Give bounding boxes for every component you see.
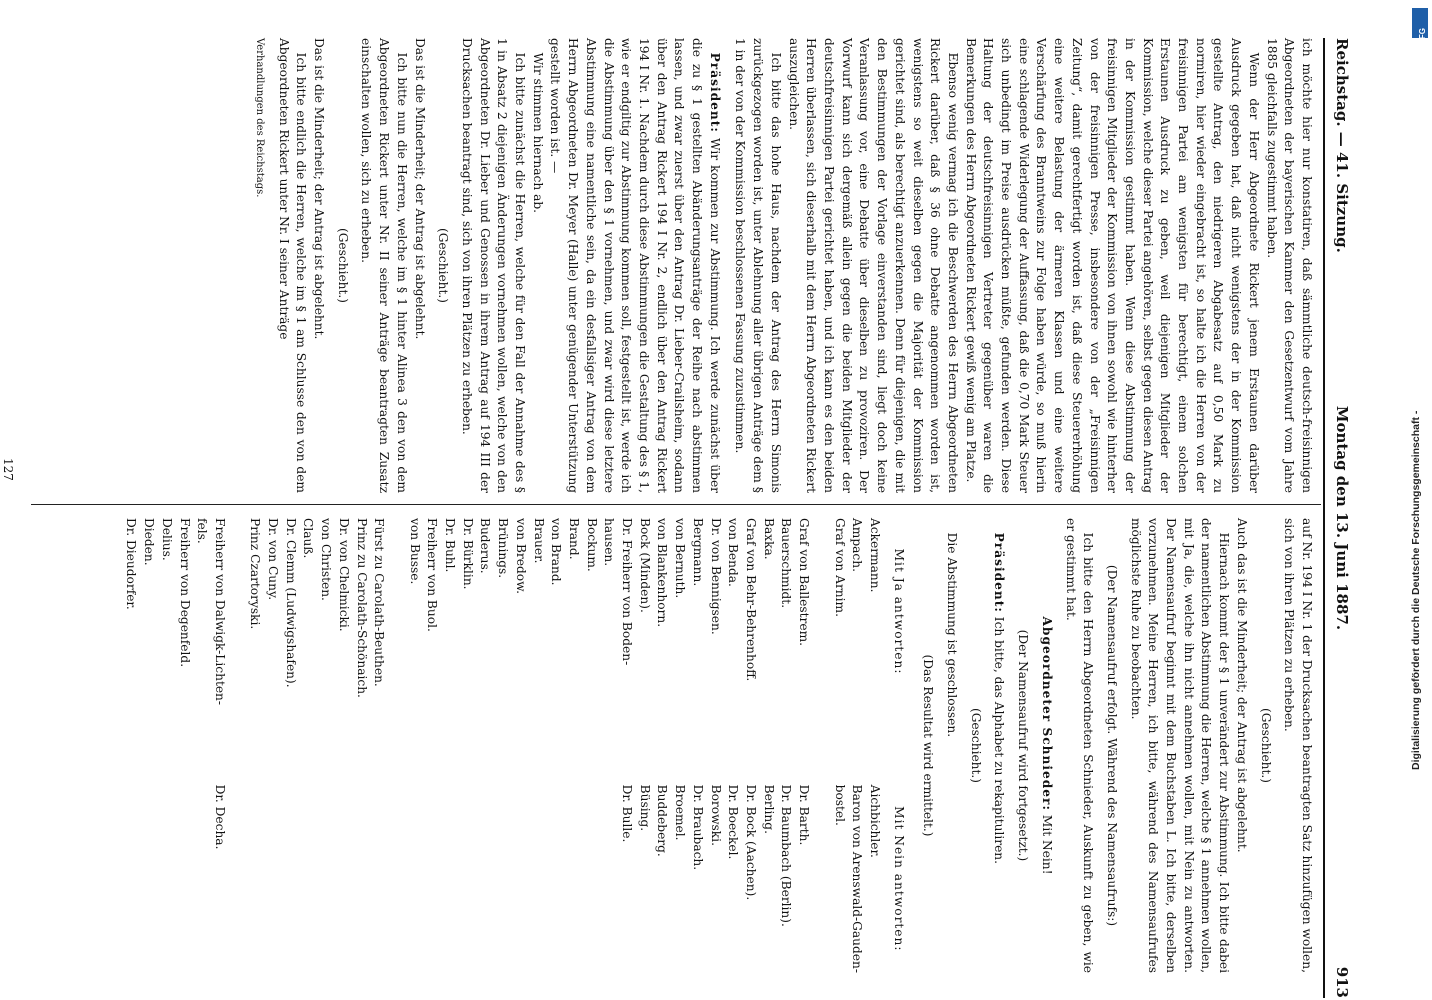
paragraph: Die Abstimmung ist geschlossen. <box>945 532 960 738</box>
paragraph: Ich bitte nun die Herren, welche im § 1 hinter Alinea 3 den von dem Abgeordneten Rickert unter Nr. II seiner Anträge beantragten Zusatz einschalten wollen, sich zu erheben. <box>359 38 409 493</box>
paragraph: Das ist die Minderheit; der Antrag ist abgelehnt. <box>412 38 427 340</box>
vote-name: Brünings. <box>496 518 511 579</box>
vote-name: Dr. von Chelmicki. <box>336 518 351 632</box>
vote-name <box>529 785 547 973</box>
speaker-line <box>990 518 1008 973</box>
vote-name: Fürst zu Carolath-Beuthen. <box>372 518 387 687</box>
vote-name <box>600 785 618 973</box>
footer-note: Verhandlungen des Reichstags. <box>253 38 265 198</box>
vote-name: Ampach. <box>850 518 865 572</box>
paragraph: Das ist die Minderheit; der Antrag ist abgelehnt. <box>312 38 327 340</box>
vote-name: Dr. Bock (Aachen). <box>744 784 759 901</box>
vote-name: Brand. <box>566 518 581 560</box>
vote-name: Buderus. <box>478 518 493 574</box>
vote-name: Dr. Freiherr von Boden- <box>620 518 635 666</box>
paragraph: Ich bitte den Herrn Abgeordneten Schnieder, Auskunft zu geben, wie er gestimmt hat. <box>1063 518 1096 973</box>
vote-name: Graf von Behr-Behrenhoff. <box>744 518 759 682</box>
vote-name: Dr. Bulle. <box>620 784 635 843</box>
vote-name: Dr. Dieudorfer. <box>124 518 139 610</box>
vote-name <box>299 785 317 973</box>
stage-direction: (Geschieht.) <box>968 707 983 784</box>
vote-name: von Busse. <box>407 518 422 585</box>
vote-name: von Blankenhorn. <box>655 518 670 628</box>
vote-name <box>316 785 334 973</box>
vote-name: Freiherr von Dalwigk-Lichten- <box>212 518 227 706</box>
vote-name <box>812 518 830 705</box>
president-paragraph <box>546 38 723 493</box>
vote-name: Baron von Arenswald-Gauden- <box>850 784 865 973</box>
vote-name: von Bernuth. <box>673 518 688 599</box>
running-header <box>1325 38 1355 998</box>
header-date: Montag den 13. Juni 1887. <box>1333 405 1351 631</box>
yes-heading: Mit Ja antworten: <box>891 548 906 675</box>
vote-name <box>370 785 388 973</box>
vote-name: von Brand. <box>549 518 564 586</box>
column-divider <box>31 504 1321 505</box>
speaker-name: Präsident: <box>992 532 1007 613</box>
vote-name: Prinz zu Carolath-Schönaich. <box>354 518 369 698</box>
vote-name: bostel. <box>832 784 847 826</box>
vote-name <box>547 785 565 973</box>
paragraph: ich möchte hier nur konstatiren, daß sämmtliche deutsch-freisinnigen Abgeordneten der bayerischen Kammer den Gesetzentwurf vom Jahre 1885 gleichfalls zugestimmt haben. <box>1264 38 1314 493</box>
vote-name: Clauß. <box>301 518 316 559</box>
vote-name: Dr. Barth. <box>797 784 812 846</box>
vote-name <box>564 785 582 973</box>
vote-name: Brauer. <box>531 518 546 564</box>
vote-name <box>387 518 405 705</box>
vote-name <box>812 785 830 973</box>
vote-name: Dieden. <box>142 518 157 566</box>
vote-name <box>511 785 529 973</box>
paragraph: Ebenso wenig vermag ich die Beschwerden des Herrn Abgeordneten Rickert darüber, daß § 36 ohne Debatte angenommen worden ist, wenigstens so weit dieselben gegen die Majorität der Kommission gerichtet sind, als berechtigt anzuerkennen. Denn für diejenigen, die mit den Bestimmungen der Vorlage einverstanden sind, liegt doch keine Veranlassung vor, eine Debatte über dieselben zu provoziren. Der Vorwurf kann sich dergemäß allein gegen die beiden Mitglieder der deutschfreisinnigen Partei gerichtet haben, und ich kann es den beiden Herren überlassen, sich dieserhalb mit dem Herrn Abgeordneten Rickert auszugleichen. <box>786 38 960 493</box>
vote-name: Dr. Braubach. <box>690 784 705 871</box>
vote-name: Buddeberg. <box>655 784 670 857</box>
vote-name <box>228 518 246 705</box>
vote-name: Borowski. <box>708 784 723 846</box>
speech-text: Ich bitte, das Alphabet zu rekapituliren. <box>992 616 1007 865</box>
rotated-page <box>1 38 1355 998</box>
vote-name: von Benda. <box>726 518 741 587</box>
vote-name: fels. <box>195 518 210 544</box>
vote-name <box>582 785 600 973</box>
vote-name: Dr. Decha. <box>212 784 227 850</box>
vote-name: Baxka. <box>761 518 776 560</box>
vote-name: Dr. Clemm (Ludwigshafen). <box>283 518 298 688</box>
right-column <box>122 518 1315 973</box>
vote-name: Broemel. <box>673 784 688 841</box>
speaker-line <box>1037 518 1055 973</box>
vote-name <box>352 785 370 973</box>
vote-name <box>387 785 405 973</box>
vote-name: Delius. <box>159 518 174 561</box>
vote-name: Ackermann. <box>867 518 882 593</box>
vote-name: Berling. <box>761 784 776 834</box>
stage-direction: (Der Namensaufruf erfolgt. Während des Namensaufrufs:) <box>1104 564 1119 927</box>
vote-name: Dr. Bürklin. <box>460 518 475 590</box>
stage-direction: (Geschieht.) <box>1258 707 1273 784</box>
vote-name <box>493 785 511 973</box>
vote-name <box>281 785 299 973</box>
header-rule <box>1323 38 1325 998</box>
vote-name: hausen. <box>602 518 617 567</box>
dfg-label: DFG <box>1417 28 1427 45</box>
page-number: 913 <box>1333 966 1351 998</box>
paragraph: Ich bitte das hohe Haus, nachdem der Antrag des Herrn Simonis zurückgezogen worden ist, unter Ablehnung aller übrigen Anträge dem § 1 in der von der Kommission beschlossenen Fassung zuzustimmen. <box>733 38 783 493</box>
vote-name: Aichbichler. <box>867 784 882 858</box>
vote-name <box>263 785 281 973</box>
speech-text: Mit Nein! <box>1039 814 1054 875</box>
speaker-name: Abgeordneter Schnieder: <box>1039 616 1054 811</box>
vote-name <box>228 785 246 973</box>
vote-name <box>246 785 264 973</box>
vote-name: Bergmann. <box>690 518 705 587</box>
vote-lists <box>122 518 913 973</box>
stage-direction: (Geschieht.) <box>436 227 451 304</box>
paragraph: Wir stimmen hiernach ab. <box>530 52 545 214</box>
paragraph: Ich bitte zunächst die Herren, welche für den Fall der Annahme des § 1 in Absatz 2 diejenigen Änderungen vornehmen wollen, welche von den Abgeordneten Dr. Lieber und Genossen in ihrem Antrag auf 194 III der Drucksachen beantragt sind, sich von ihren Plätzen zu erheben. <box>459 38 528 493</box>
stage-direction: (Das Resultat wird ermittelt.) <box>921 654 936 837</box>
vote-name: Graf von Arnim. <box>832 518 847 617</box>
paragraph: Wenn der Herr Abgeordnete Rickert jenem Erstaunen darüber Ausdruck gegeben hat, daß nicht wenigstens der in der Kommission gestellte Antrag, den niedrigeren Abgabesatz auf 0,50 Mark zu normiren, hier wieder eingebracht ist, so halte ich die Herren von der freisinnigen Partei am wenigsten für berechtigt, einem solchen Erstaunen Ausdruck zu geben, weil diejenigen Mitglieder der Kommission, welche dieser Partei angehören, selbst gegen diesen Antrag in der Kommission gestimmt haben. Wenn diese Abstimmung der freisinnigen Mitglieder der Kommission von ihnen sowohl wie hinterher von der freisinnigen Presse, insbesondere von der „Freisinnigen Zeitung“, damit gerechtfertigt worden ist, daß diese Steuererhöhung eine weitere Belastung der ärmeren Klassen und eine weitere Verschärfung des Branntweins zur Folge haben würde, so muß hierin eine schlagende Widerlegung der Auffassung, daß die 0,70 Mark Steuer sich unbedingt im Preise ausdrücken müßte, gefunden werden. Diese Haltung der deutschfreisinnigen Vertreter gegenüber waren die Bemerkungen des Herrn Abgeordneten Rickert gewiß wenig am Platze. <box>963 38 1261 493</box>
yes-list <box>122 518 913 705</box>
paragraph: Hiernach kommt der § 1 unverändert zur Abstimmung. Ich bitte dabei der namentlichen Abstimmung die Herren, welche § 1 annehmen wollen, mit Ja, die, welche ihn nicht annehmen wollen, mit Nein zu antworten. Der Namensaufruf beginnt mit dem Buchstaben L. Ich bitte, derselben vorzunehmen. Meine Herren, ich bitte, während des Namensaufrufes möglichste Ruhe zu beobachten. <box>1128 518 1232 973</box>
vote-name: von Christen. <box>319 518 334 601</box>
vote-name: Freiherr von Buol. <box>425 518 440 632</box>
vote-name: Dr. Boeckel. <box>726 784 741 860</box>
paragraph: auf Nr. 194 I Nr. 1 der Drucksachen beantragten Satz hinzufügen wollen, sich von ihren Plätzen zu erheben. <box>1282 518 1314 973</box>
no-heading: Mit Nein antworten: <box>891 806 906 952</box>
vote-name <box>440 785 458 973</box>
left-column <box>244 38 1315 493</box>
no-list <box>122 785 913 973</box>
vote-name <box>405 785 423 973</box>
stage-direction: (Der Namensaufruf wird fortgesetzt.) <box>1016 629 1031 862</box>
vote-name: Bock (Minden). <box>637 518 652 613</box>
speaker-name: Präsident: <box>707 52 722 133</box>
vote-name: Bockum. <box>584 518 599 572</box>
paragraph: Auch das ist die Minderheit; der Antrag ist abgelehnt. <box>1234 518 1249 853</box>
paragraph: Ich bitte endlich die Herren, welche im § 1 am Schlusse den von dem Abgeordneten Rickert unter Nr. I seiner Anträge <box>276 38 309 493</box>
vote-name <box>458 785 476 973</box>
vote-name <box>334 785 352 973</box>
vote-name: Dr. von Bennigsen. <box>708 518 723 635</box>
vote-name: von Bredow. <box>513 518 528 594</box>
signature-mark: 127 <box>1 458 15 481</box>
digitization-credit <box>1410 10 1430 990</box>
vote-name: Dr. von Cuny. <box>266 518 281 601</box>
vote-name: Büsing. <box>637 784 652 832</box>
vote-name: Dr. Buhl. <box>443 518 458 573</box>
vote-name <box>423 785 441 973</box>
vote-name <box>476 785 494 973</box>
corner-mark <box>2 0 16 12</box>
header-left: Reichstag. — 41. Sitzung. <box>1333 38 1351 253</box>
vote-name: Bauerschmidt. <box>779 518 794 609</box>
speech-text: Wir kommen zur Abstimmung. Ich werde zunächst über die zu § 1 gestellten Abänderungsanträge der Reihe nach abstimmen lassen, und zwar zuerst über den Antrag Dr. Lieber-Crailsheim, sodann über den Antrag Rickert 194 I Nr. 2, endlich über den Antrag Rickert 194 I Nr. 1. Nachdem durch diese Abstimmungen die Gestaltung des § 1, wie er endgiltig zur Abstimmung kommen soll, festgestellt ist, werde ich die Abstimmung über den § 1 vornehmen, und zwar wird diese letztere Abstimmung eine namentliche sein, da ein desfallsiger Antrag von dem Herrn Abgeordneten Dr. Meyer (Halle) unter genügender Unterstützung gestellt worden ist. — <box>548 38 722 493</box>
stage-direction: (Geschieht.) <box>335 227 350 304</box>
dfg-logo <box>1412 8 1428 45</box>
credit-text: Digitalisierung gefördert durch die Deutsche Forschungsgemeinschaft - <box>1410 410 1422 770</box>
vote-name: Prinz Czartoryski. <box>248 518 263 630</box>
vote-name: Graf von Ballestrem. <box>797 518 812 647</box>
vote-name: Dr. Baumbach (Berlin). <box>779 784 794 927</box>
vote-name: Freiherr von Degenfeld. <box>177 518 192 668</box>
